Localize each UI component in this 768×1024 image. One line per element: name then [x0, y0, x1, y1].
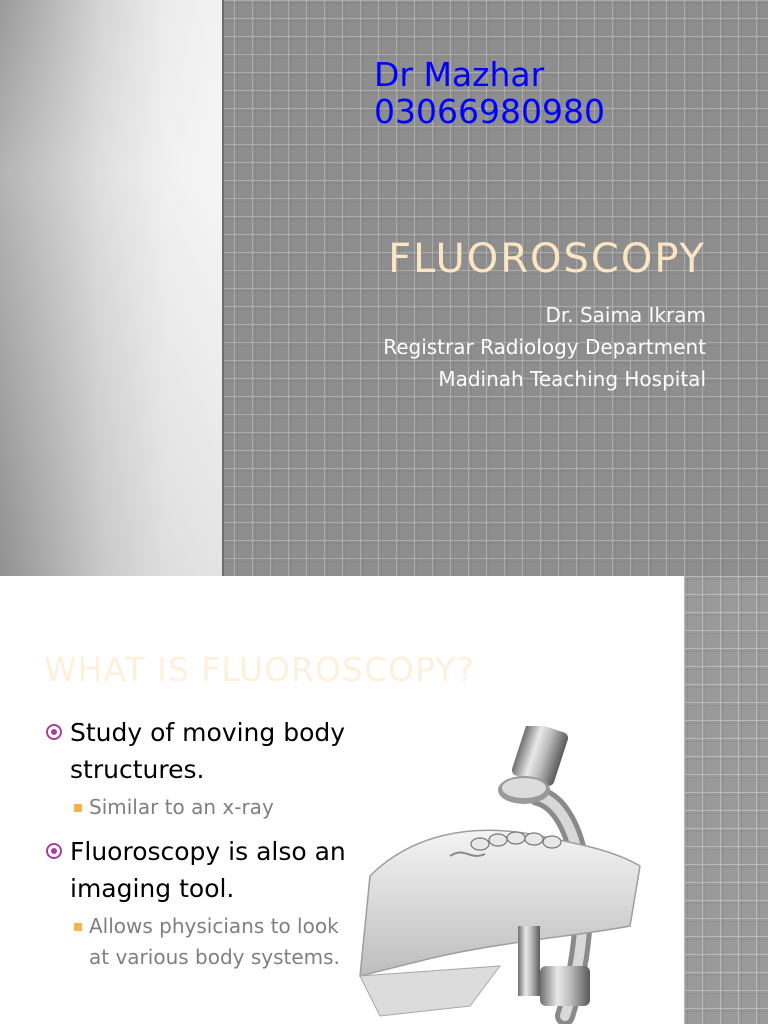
slide-title: FLUOROSCOPY	[388, 236, 706, 282]
sub-bullet-item: Similar to an x-ray	[46, 792, 346, 823]
fluoroscopy-illustration-icon	[350, 726, 660, 1024]
bullet-item: Fluoroscopy is also an imaging tool.	[46, 833, 346, 907]
presenter-name: Dr. Saima Ikram	[545, 303, 706, 327]
slide-heading: WHAT IS FLUOROSCOPY?	[44, 650, 475, 689]
presenter-role: Registrar Radiology Department	[383, 335, 706, 359]
bullet-marker-icon	[46, 843, 62, 859]
contact-name: Dr Mazhar	[374, 55, 545, 94]
left-gradient-panel	[0, 0, 224, 576]
contact-phone: 03066980980	[374, 92, 605, 131]
presenter-info	[383, 299, 706, 395]
presenter-hospital: Madinah Teaching Hospital	[438, 367, 706, 391]
contact-block	[374, 56, 605, 130]
right-pattern-strip	[684, 576, 768, 1024]
bullet-marker-icon	[46, 724, 62, 740]
content-slide	[0, 576, 768, 1024]
sub-bullet-item: Allows physicians to look at various body systems.	[46, 911, 346, 973]
sub-bullet-marker-icon	[74, 804, 82, 812]
sub-bullet-marker-icon	[74, 923, 82, 931]
bullet-list	[46, 714, 346, 973]
bullet-item: Study of moving body structures.	[46, 714, 346, 788]
